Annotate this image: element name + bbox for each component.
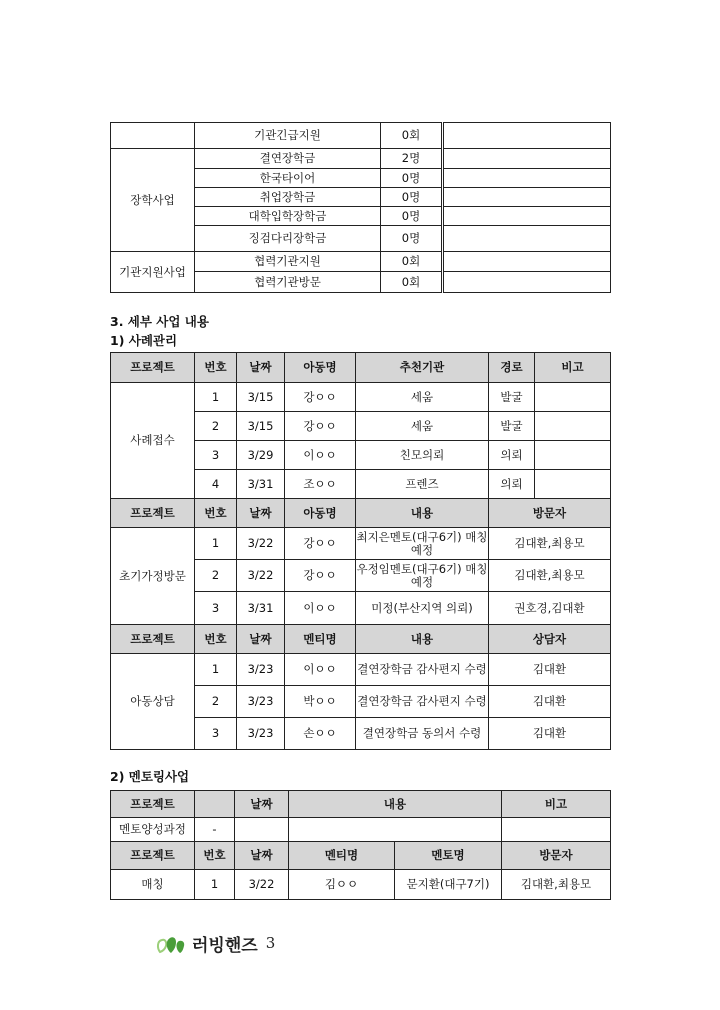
visitor-cell: 김대환,최용모 — [502, 870, 611, 900]
counselor-cell: 김대환 — [489, 654, 611, 686]
date-cell: 3/22 — [237, 528, 285, 560]
project-cell: 매칭 — [111, 870, 195, 900]
column-header — [195, 791, 235, 818]
item-cell: 협력기관지원 — [195, 252, 381, 272]
date-cell: 3/31 — [237, 470, 285, 499]
column-header: 날짜 — [237, 353, 285, 383]
count-cell: 2명 — [381, 149, 443, 169]
content-cell: 결연장학금 동의서 수령 — [356, 718, 489, 750]
column-header: 경로 — [489, 353, 535, 383]
note-cell — [443, 169, 611, 188]
route-cell: 의뢰 — [489, 470, 535, 499]
count-cell: 0명 — [381, 169, 443, 188]
child-name-cell: 이ㅇㅇ — [285, 592, 356, 625]
route-cell: 발굴 — [489, 383, 535, 412]
number-cell: 1 — [195, 528, 237, 560]
column-header: 번호 — [195, 625, 237, 654]
child-name-cell: 박ㅇㅇ — [285, 686, 356, 718]
group-name-cell: 장학사업 — [111, 149, 195, 252]
column-header: 날짜 — [235, 791, 289, 818]
column-header: 멘토명 — [395, 842, 502, 870]
column-header: 방문자 — [502, 842, 611, 870]
content-cell: 우정임멘토(대구6기) 매칭 예정 — [356, 560, 489, 592]
column-header: 번호 — [195, 499, 237, 528]
table-row — [111, 383, 611, 412]
number-cell: 1 — [195, 383, 237, 412]
mentor-cell: 문지환(대구7기) — [395, 870, 502, 900]
column-header: 아동명 — [285, 353, 356, 383]
table-header-row — [111, 353, 611, 383]
number-cell: 1 — [195, 654, 237, 686]
column-header: 번호 — [195, 353, 237, 383]
visitor-cell: 김대환,최용모 — [489, 560, 611, 592]
date-cell: 3/23 — [237, 718, 285, 750]
item-cell: 한국타이어 — [195, 169, 381, 188]
column-header: 아동명 — [285, 499, 356, 528]
item-cell: 기관긴급지원 — [195, 123, 381, 149]
number-cell: - — [195, 818, 235, 842]
item-cell: 징검다리장학금 — [195, 226, 381, 252]
note-cell — [443, 149, 611, 169]
child-name-cell: 강ㅇㅇ — [285, 560, 356, 592]
child-name-cell: 강ㅇㅇ — [285, 528, 356, 560]
number-cell: 2 — [195, 560, 237, 592]
column-header: 내용 — [356, 625, 489, 654]
case-table — [110, 352, 611, 750]
column-header: 번호 — [195, 842, 235, 870]
note-cell — [535, 441, 611, 470]
note-cell — [443, 272, 611, 293]
table-header-row — [111, 499, 611, 528]
route-cell: 의뢰 — [489, 441, 535, 470]
column-header: 추천기관 — [356, 353, 489, 383]
number-cell: 3 — [195, 718, 237, 750]
mentee-cell: 김ㅇㅇ — [289, 870, 395, 900]
content-cell: 미정(부산지역 의뢰) — [356, 592, 489, 625]
child-name-cell: 이ㅇㅇ — [285, 441, 356, 470]
table-header-row — [111, 625, 611, 654]
column-header: 프로젝트 — [111, 625, 195, 654]
support-table — [110, 122, 611, 293]
note-cell — [535, 470, 611, 499]
mentoring-table — [110, 790, 611, 900]
table-row — [111, 818, 611, 842]
column-header: 내용 — [356, 499, 489, 528]
count-cell: 0회 — [381, 252, 443, 272]
table-row — [111, 123, 611, 149]
column-header: 방문자 — [489, 499, 611, 528]
table-row — [111, 870, 611, 900]
column-header: 프로젝트 — [111, 791, 195, 818]
table-header-row — [111, 791, 611, 818]
page-number: 3 — [265, 934, 276, 952]
count-cell: 0회 — [381, 272, 443, 293]
note-cell — [443, 252, 611, 272]
child-name-cell: 손ㅇㅇ — [285, 718, 356, 750]
note-cell — [535, 412, 611, 441]
footer — [156, 930, 275, 956]
group-name-cell: 기관지원사업 — [111, 252, 195, 293]
project-cell: 아동상담 — [111, 654, 195, 750]
number-cell: 3 — [195, 592, 237, 625]
count-cell: 0명 — [381, 188, 443, 207]
visitor-cell: 권호경,김대환 — [489, 592, 611, 625]
column-header: 비고 — [502, 791, 611, 818]
route-cell: 발굴 — [489, 412, 535, 441]
number-cell: 2 — [195, 412, 237, 441]
project-cell: 멘토양성과정 — [111, 818, 195, 842]
date-cell: 3/23 — [237, 686, 285, 718]
table-row — [111, 528, 611, 560]
column-header: 상담자 — [489, 625, 611, 654]
item-cell: 결연장학금 — [195, 149, 381, 169]
item-cell: 취업장학금 — [195, 188, 381, 207]
number-cell: 1 — [195, 870, 235, 900]
column-header: 날짜 — [237, 499, 285, 528]
footer-brand: 러빙핸즈 — [192, 935, 258, 956]
count-cell: 0회 — [381, 123, 443, 149]
loving-hands-logo-icon — [156, 932, 186, 954]
project-cell: 사례접수 — [111, 383, 195, 499]
count-cell: 0명 — [381, 207, 443, 226]
date-cell: 3/29 — [237, 441, 285, 470]
child-name-cell: 조ㅇㅇ — [285, 470, 356, 499]
column-header: 프로젝트 — [111, 842, 195, 870]
note-cell — [443, 188, 611, 207]
agency-cell: 세움 — [356, 383, 489, 412]
table-row — [111, 654, 611, 686]
project-cell: 초기가정방문 — [111, 528, 195, 625]
number-cell: 4 — [195, 470, 237, 499]
date-cell: 3/15 — [237, 383, 285, 412]
child-name-cell: 이ㅇㅇ — [285, 654, 356, 686]
subsection-title: 2) 멘토링사업 — [110, 769, 190, 784]
section-title: 3. 세부 사업 내용 — [110, 314, 209, 329]
content-cell: 최지은멘토(대구6기) 매칭 예정 — [356, 528, 489, 560]
counselor-cell: 김대환 — [489, 718, 611, 750]
column-header: 내용 — [289, 791, 502, 818]
note-cell — [535, 383, 611, 412]
agency-cell: 세움 — [356, 412, 489, 441]
count-cell: 0명 — [381, 226, 443, 252]
item-cell: 대학입학장학금 — [195, 207, 381, 226]
visitor-cell: 김대환,최용모 — [489, 528, 611, 560]
table-row — [111, 252, 611, 272]
date-cell: 3/22 — [235, 870, 289, 900]
date-cell: 3/15 — [237, 412, 285, 441]
table-header-row — [111, 842, 611, 870]
column-header: 비고 — [535, 353, 611, 383]
date-cell: 3/22 — [237, 560, 285, 592]
date-cell — [235, 818, 289, 842]
note-cell — [502, 818, 611, 842]
group-name-cell — [111, 123, 195, 149]
table-row — [111, 149, 611, 169]
agency-cell: 친모의뢰 — [356, 441, 489, 470]
child-name-cell: 강ㅇㅇ — [285, 383, 356, 412]
column-header: 프로젝트 — [111, 353, 195, 383]
column-header: 멘티명 — [285, 625, 356, 654]
content-cell — [289, 818, 502, 842]
column-header: 날짜 — [237, 625, 285, 654]
column-header: 프로젝트 — [111, 499, 195, 528]
counselor-cell: 김대환 — [489, 686, 611, 718]
date-cell: 3/31 — [237, 592, 285, 625]
column-header: 날짜 — [235, 842, 289, 870]
item-cell: 협력기관방문 — [195, 272, 381, 293]
number-cell: 3 — [195, 441, 237, 470]
date-cell: 3/23 — [237, 654, 285, 686]
column-header: 멘티명 — [289, 842, 395, 870]
number-cell: 2 — [195, 686, 237, 718]
note-cell — [443, 123, 611, 149]
note-cell — [443, 207, 611, 226]
note-cell — [443, 226, 611, 252]
agency-cell: 프렌즈 — [356, 470, 489, 499]
content-cell: 결연장학금 감사편지 수령 — [356, 686, 489, 718]
content-cell: 결연장학금 감사편지 수령 — [356, 654, 489, 686]
child-name-cell: 강ㅇㅇ — [285, 412, 356, 441]
subsection-title: 1) 사례관리 — [110, 333, 178, 348]
